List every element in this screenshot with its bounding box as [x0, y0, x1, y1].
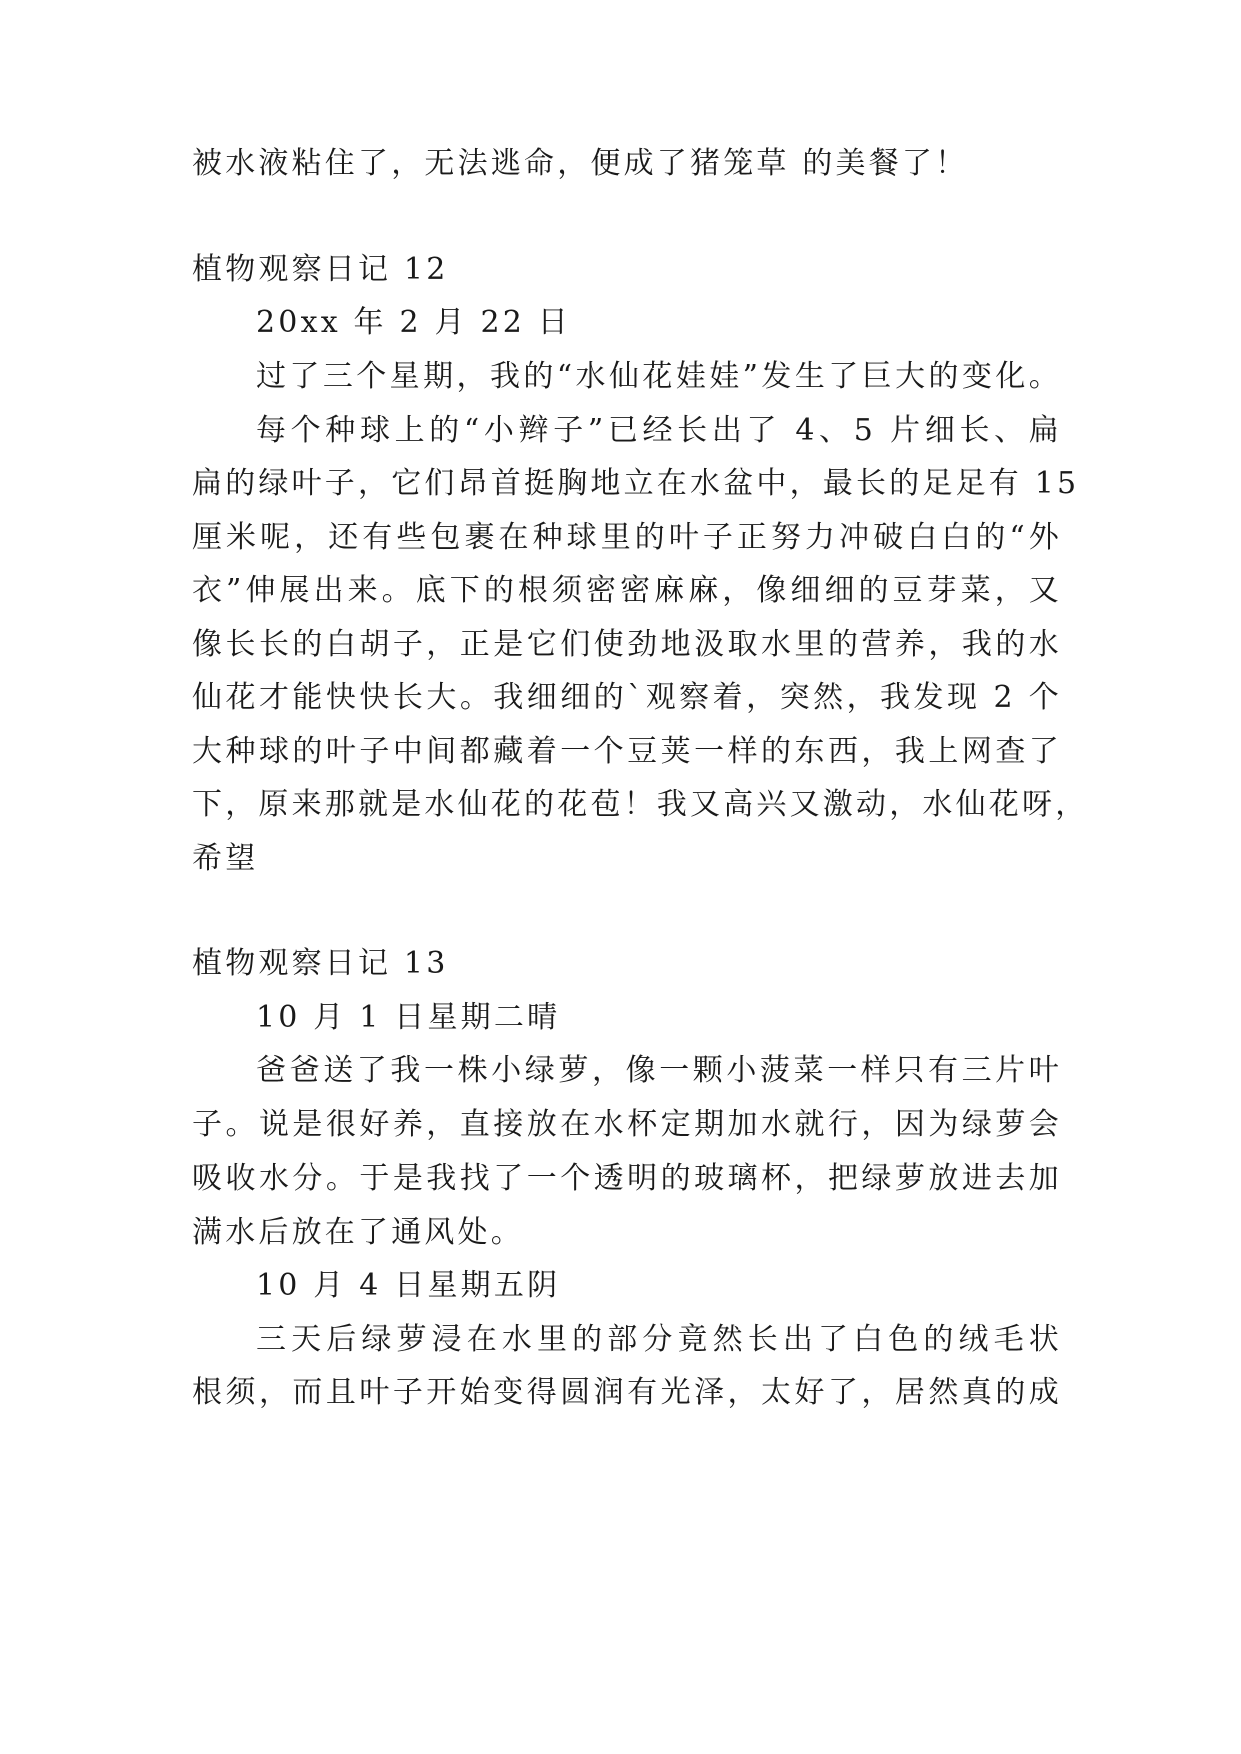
paragraph-line: 吸收水分。于是我找了一个透明的玻璃杯，把绿萝放进去加 [192, 1161, 1062, 1196]
paragraph-line: 仙花才能快快长大。我细细的`观察着，突然，我发现 2 个 [192, 680, 1062, 715]
paragraph-line: 子。说是很好养，直接放在水杯定期加水就行，因为绿萝会 [192, 1107, 1062, 1142]
paragraph-line: 扁的绿叶子，它们昂首挺胸地立在水盆中，最长的足足有 15 [192, 466, 1080, 501]
paragraph-line: 满水后放在了通风处。 [192, 1215, 524, 1250]
paragraph-line: 厘米呢，还有些包裹在种球里的叶子正努力冲破白白的“外 [192, 520, 1062, 555]
paragraph-line: 过了三个星期，我的“水仙花娃娃”发生了巨大的变化。 [256, 359, 1062, 394]
diary-date: 10 月 4 日星期五阴 [256, 1268, 561, 1303]
diary-heading-13: 植物观察日记 13 [192, 946, 449, 981]
paragraph-line: 大种球的叶子中间都藏着一个豆荚一样的东西，我上网查了 [192, 734, 1062, 769]
diary-date: 10 月 1 日星期二晴 [256, 1000, 561, 1035]
paragraph-line: 下，原来那就是水仙花的花苞！我又高兴又激动，水仙花呀， [192, 787, 1089, 822]
paragraph-line: 爸爸送了我一株小绿萝，像一颗小菠菜一样只有三片叶 [256, 1053, 1062, 1088]
paragraph-line: 衣”伸展出来。底下的根须密密麻麻，像细细的豆芽菜，又 [192, 573, 1062, 608]
paragraph-line: 每个种球上的“小辫子”已经长出了 4、5 片细长、扁 [256, 413, 1062, 448]
paragraph-line: 希望 [192, 841, 259, 876]
diary-date: 20xx 年 2 月 22 日 [256, 305, 571, 340]
text-line: 被水液粘住了，无法逃命，便成了猪笼草 的美餐了！ [192, 146, 969, 181]
diary-heading-12: 植物观察日记 12 [192, 252, 449, 287]
paragraph-line: 像长长的白胡子，正是它们使劲地汲取水里的营养，我的水 [192, 627, 1062, 662]
paragraph-line: 三天后绿萝浸在水里的部分竟然长出了白色的绒毛状 [256, 1322, 1062, 1357]
paragraph-line: 根须，而且叶子开始变得圆润有光泽，太好了，居然真的成 [192, 1375, 1062, 1410]
